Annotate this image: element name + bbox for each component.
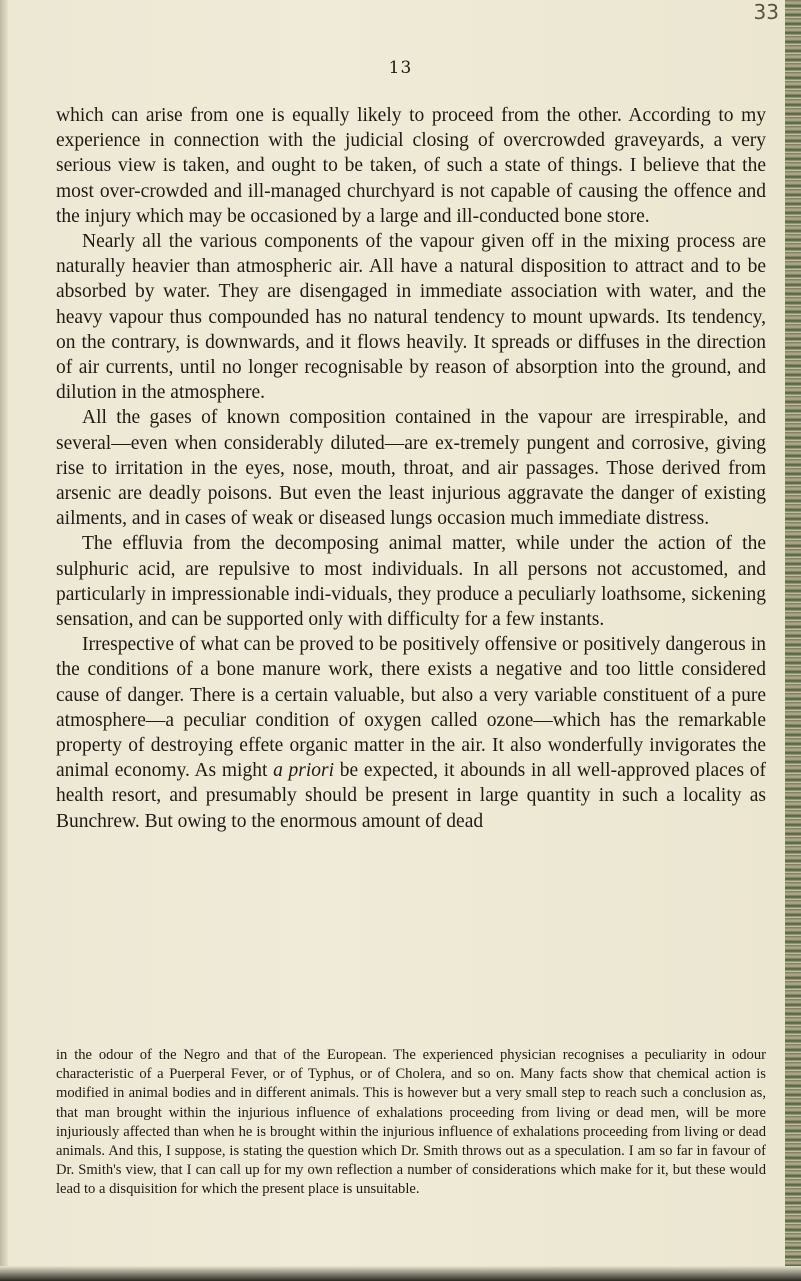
corner-mark: 33 — [753, 0, 779, 24]
paragraph-5-part-1: Irrespective of what can be proved to be positively offensive or positively dangerous in the conditions of a bone manure work, there exists a negative and too little considered cause of danger. There is a certain valuable, but also a very variable constituent of a pure atmosphere—a peculiar condition of oxygen called ozone—which has the remarkable property of destroying effete organic matter in the air. It also wonderfully invigorates the animal economy. As might — [56, 634, 766, 782]
paragraph-2: Nearly all the various components of the vapour given off in the mixing process are naturally heavier than atmospheric air. All have a natural disposition to attract and to be absorbed by water. They are disengaged in immediate association with water, and the heavy vapour thus compounded has no natural tendency to mount upwards. Its tendency, on the contrary, is downwards, and it flows heavily. It spreads or diffuses in the direction of air currents, until no longer recognisable by reason of absorption into the ground, and dilution in the atmosphere. — [56, 231, 766, 404]
footnote-text: in the odour of the Negro and that of the European. The experienced physician recognises a peculiarity in odour characteristic of a Puerperal Fever, or of Typhus, or of Cholera, and so on. Many facts show that chemical action is modified in animal bodies and in different animals. This is however but a very small step to reach such a conclusion as, that man brought within the injurious influence of exhalations proceeding from living or dead men, will be more injuriously affected than when he is brought within the injurious influence of exhalations proceeding from living or dead animals. And this, I suppose, is stating the question which Dr. Smith throws out as a speculation. I am so far in favour of Dr. Smith's view, that I can call up for my own reflection a number of considerations which make for it, but these would lead to a disquisition for which the present place is unsuitable. — [56, 1047, 766, 1198]
paragraph-4: The effluvia from the decomposing animal matter, while under the action of the sulphuric acid, are repulsive to most individuals. In all persons not accustomed, and particularly in impressionable indi-viduals, they produce a peculiarly loathsome, sickening sensation, and can be supported only with difficulty for a few instants. — [56, 533, 766, 631]
paragraph-5 — [56, 632, 766, 834]
page-number: 13 — [388, 58, 413, 78]
main-text — [56, 103, 766, 834]
paragraph-1: which can arise from one is equally likely to proceed from the other. According to my experience in connection with the judicial closing of overcrowded graveyards, a very serious view is taken, and ought to be taken, of such a state of things. I believe that the most over-crowded and ill-managed churchyard is not capable of causing the offence and the injury which may be occasioned by a large and ill-conducted bone store. — [56, 105, 766, 227]
paragraph-5-part-2: be expected, it abounds in all well-approved places of health resort, and presumably should be present in large quantity in such a locality as Bunchrew. But owing to the enormous amount of dead — [56, 760, 766, 832]
paragraph-3: All the gases of known composition contained in the vapour are irrespirable, and several—even when considerably diluted—are ex-tremely pungent and corrosive, giving rise to irritation in the eyes, nose, mouth, throat, and air passages. Those derived from arsenic are deadly poisons. But even the least injurious aggravate the danger of existing ailments, and in cases of weak or diseased lungs occasion much immediate distress. — [56, 407, 766, 530]
page-binding-edge — [785, 0, 801, 1281]
page-left-edge — [0, 0, 8, 1281]
footnote — [56, 1046, 766, 1200]
paragraph-5-italic: a priori — [273, 760, 335, 782]
page-bottom-edge — [0, 1266, 801, 1281]
